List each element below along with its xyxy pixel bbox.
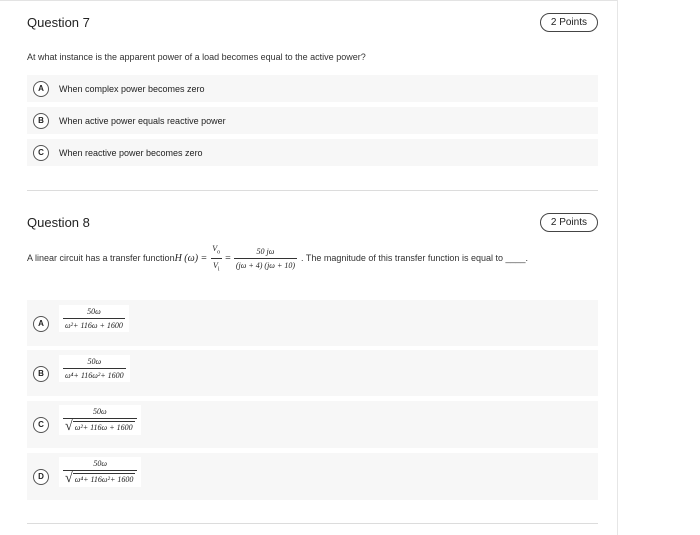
question-7-text: At what instance is the apparent power of a load becomes equal to the active power? — [27, 52, 366, 62]
equals-sign: = — [225, 252, 231, 264]
question-8 — [27, 200, 598, 520]
vi-subscript: i — [217, 266, 220, 273]
question-8-title: Question 8 — [27, 215, 90, 230]
option-formula — [59, 405, 141, 435]
question-8-option-c[interactable] — [27, 401, 598, 448]
formula-fraction — [63, 307, 125, 330]
option-letter-badge: A — [33, 316, 49, 332]
formula-numerator: 50ω — [87, 357, 102, 366]
question-8-points-badge: 2 Points — [540, 213, 598, 232]
formula-numerator: 50ω — [87, 307, 101, 316]
question-7-option-a[interactable] — [27, 75, 598, 102]
formula-denominator-wrap — [63, 470, 137, 485]
option-letter-badge: C — [33, 145, 49, 161]
voltage-ratio-fraction — [210, 244, 222, 272]
option-letter-badge: B — [33, 113, 49, 129]
vo-subscript: o — [217, 249, 221, 256]
question-7-option-b[interactable] — [27, 107, 598, 134]
formula-fraction — [63, 357, 126, 380]
vi-symbol: V — [212, 260, 218, 270]
question-divider — [27, 190, 598, 191]
option-formula — [59, 355, 130, 382]
formula-numerator: 50ω — [93, 459, 108, 468]
square-root — [65, 473, 135, 485]
question-8-option-a[interactable] — [27, 300, 598, 346]
option-letter-badge: D — [33, 469, 49, 485]
question-8-text-before: A linear circuit has a transfer function — [27, 253, 175, 264]
option-label: When reactive power becomes zero — [59, 148, 203, 158]
question-7 — [27, 0, 598, 190]
vo-symbol: V — [212, 244, 218, 253]
square-root — [65, 421, 135, 433]
formula-fraction — [63, 459, 137, 485]
formula-denominator: ω²+ 116ω + 1600 — [63, 318, 125, 330]
transfer-function-fraction — [234, 247, 297, 270]
option-formula — [59, 457, 141, 487]
formula-numerator: 50ω — [92, 407, 107, 416]
transfer-function-denominator: (jω + 4) (jω + 10) — [234, 258, 297, 270]
question-divider-bottom — [27, 523, 598, 524]
option-letter-badge: A — [33, 81, 49, 97]
option-letter-badge: B — [33, 366, 49, 382]
radical-sign-icon: √ — [65, 471, 73, 486]
formula-denominator: ω⁴+ 116ω²+ 1600 — [74, 475, 134, 484]
transfer-function-numerator: 50 jω — [256, 246, 275, 256]
question-8-option-b[interactable] — [27, 350, 598, 396]
question-7-title: Question 7 — [27, 15, 90, 30]
option-formula — [59, 305, 129, 332]
formula-fraction — [63, 407, 137, 433]
transfer-function-lhs: H (ω) = — [174, 252, 208, 264]
formula-denominator: ω²+ 116ω + 1600 — [74, 423, 133, 432]
formula-denominator: ω⁴+ 116ω²+ 1600 — [63, 368, 126, 380]
question-8-text — [27, 244, 528, 272]
option-letter-badge: C — [33, 417, 49, 433]
question-7-option-c[interactable] — [27, 139, 598, 166]
question-8-option-d[interactable] — [27, 453, 598, 500]
formula-denominator-wrap — [63, 418, 137, 433]
option-label: When active power equals reactive power — [59, 116, 226, 126]
question-8-text-after: . The magnitude of this transfer function is equal to ____. — [301, 253, 528, 264]
radical-sign-icon: √ — [65, 419, 73, 434]
option-label: When complex power becomes zero — [59, 84, 205, 94]
question-7-points-badge: 2 Points — [540, 13, 598, 32]
right-border — [617, 0, 618, 535]
